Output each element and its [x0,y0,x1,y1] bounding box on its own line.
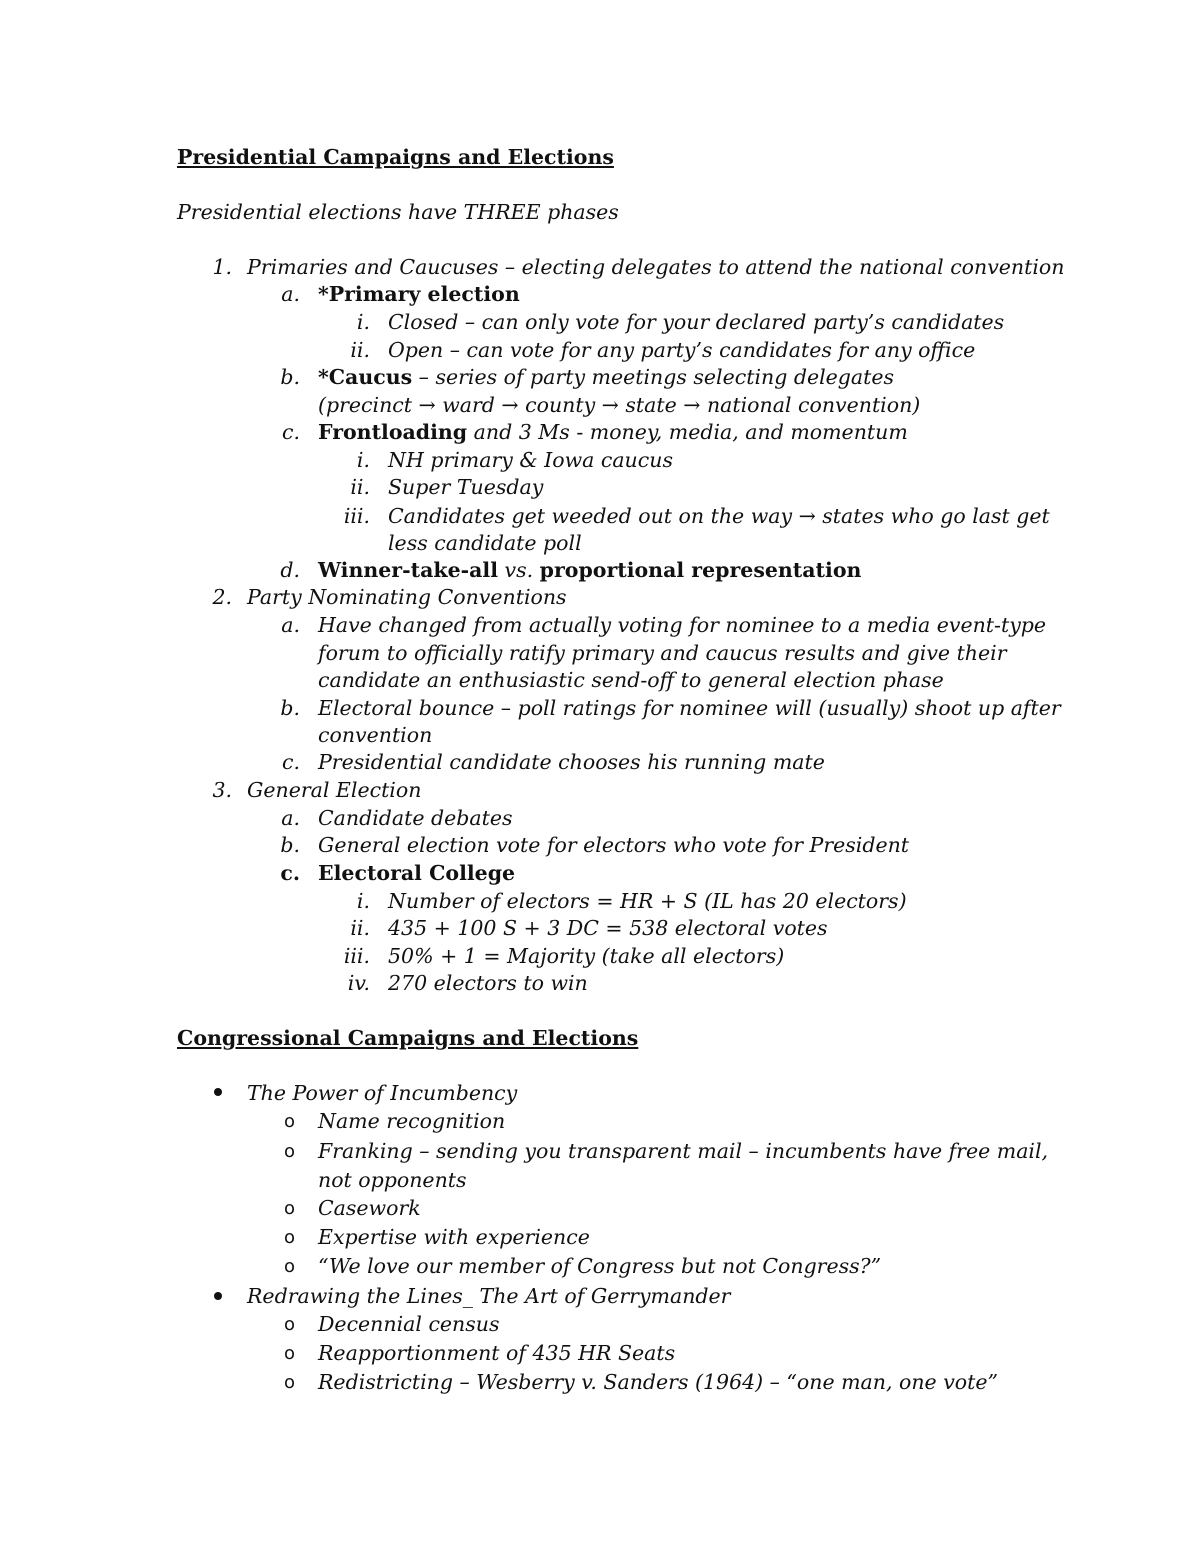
list-marker: a. [281,806,300,830]
circle-bullet-icon: o [284,1227,296,1248]
list-item: Casework [318,1196,421,1220]
bold-term: *Caucus [318,365,413,389]
term-description: and 3 Ms - money, media, and momentum [467,420,908,444]
list-item: Electoral College [318,861,516,885]
list-item [318,363,894,391]
list-item: Franking – sending you transparent mail – incumbents have free mail, [318,1139,1049,1163]
section-title-congressional: Congressional Campaigns and Elections [177,1026,639,1050]
list-item: The Power of Incumbency [247,1081,518,1105]
list-marker: d. [280,558,300,582]
list-item: Presidential candidate chooses his running mate [318,750,825,774]
list-item-continuation: convention [318,723,433,747]
list-item: *Primary election [318,282,520,306]
list-marker: i. [356,310,370,334]
section-title-presidential: Presidential Campaigns and Elections [177,145,614,169]
list-item: NH primary & Iowa caucus [388,448,673,472]
list-marker: a. [281,613,300,637]
list-marker: ii. [350,475,370,499]
term-description: – series of party meetings selecting delegates [412,365,895,389]
circle-bullet-icon: o [284,1111,296,1132]
bold-term: proportional representation [539,558,862,582]
list-item: Redistricting – Wesberry v. Sanders (1964) – “one man, one vote” [318,1370,998,1394]
list-number: 1. [212,255,232,279]
list-marker: ii. [350,338,370,362]
list-number: 2. [212,585,232,609]
list-marker: ii. [350,916,370,940]
list-item: General Election [247,778,422,802]
list-item: Primaries and Caucuses – electing delegates to attend the national convention [247,255,1065,279]
circle-bullet-icon: o [284,1314,296,1335]
bold-term: Winner-take-all [318,558,498,582]
list-marker: iii. [343,944,370,968]
circle-bullet-icon: o [284,1256,296,1277]
list-item: 50% + 1 = Majority (take all electors) [388,944,785,968]
list-marker: a. [281,282,300,306]
list-item: Have changed from actually voting for nominee to a media event-type [318,613,1047,637]
list-item: Decennial census [318,1312,500,1336]
list-item: Name recognition [318,1109,506,1133]
list-marker: c. [282,750,300,774]
list-item: Reapportionment of 435 HR Seats [318,1341,676,1365]
list-item: Redrawing the Lines_ The Art of Gerrymander [247,1284,731,1308]
circle-bullet-icon: o [284,1372,296,1393]
list-item: Closed – can only vote for your declared party’s candidates [388,310,1005,334]
list-item [318,556,861,584]
circle-bullet-icon: o [284,1343,296,1364]
list-marker: b. [280,833,300,857]
list-item: Candidate debates [318,806,513,830]
list-item: “We love our member of Congress but not Congress?” [318,1254,882,1278]
list-item-continuation: candidate an enthusiastic send-off to general election phase [318,668,944,692]
list-item: Open – can vote for any party’s candidates for any office [388,338,976,362]
list-item-continuation: not opponents [318,1168,467,1192]
list-item: 435 + 100 S + 3 DC = 538 electoral votes [388,916,828,940]
list-marker: iii. [343,504,370,528]
list-item: Candidates get weeded out on the way → states who go last get [388,504,1050,528]
list-item [318,418,908,446]
bullet-icon [214,1088,222,1096]
list-marker: b. [280,365,300,389]
list-item-continuation: (precinct → ward → county → state → national convention) [318,393,921,417]
list-marker: iv. [347,971,370,995]
list-item: 270 electors to win [388,971,588,995]
bullet-icon [214,1292,222,1300]
list-marker: i. [356,448,370,472]
connector-text: vs. [497,558,540,582]
list-marker: c. [282,420,300,444]
list-item: Super Tuesday [388,475,544,499]
list-marker: i. [356,889,370,913]
circle-bullet-icon: o [284,1198,296,1219]
list-item: Expertise with experience [318,1225,590,1249]
list-item-continuation: less candidate poll [388,531,582,555]
intro-text: Presidential elections have THREE phases [177,200,619,224]
list-marker: c. [280,861,300,885]
list-item: Number of electors = HR + S (IL has 20 electors) [388,889,907,913]
list-marker: b. [280,696,300,720]
list-item: Electoral bounce – poll ratings for nominee will (usually) shoot up after [318,696,1061,720]
list-item: Party Nominating Conventions [247,585,567,609]
bold-term: Frontloading [318,420,468,444]
list-number: 3. [212,778,232,802]
list-item: General election vote for electors who vote for President [318,833,910,857]
circle-bullet-icon: o [284,1141,296,1162]
list-item-continuation: forum to officially ratify primary and caucus results and give their [318,641,1007,665]
